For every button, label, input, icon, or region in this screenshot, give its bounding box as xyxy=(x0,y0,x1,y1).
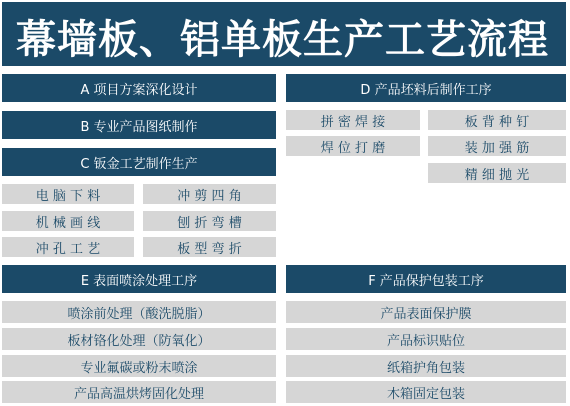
page-title: 幕墙板、铝单板生产工艺流程 xyxy=(16,17,549,63)
step-d-item: 精 细 抛 光 xyxy=(428,163,566,183)
step-c-item: 板 型 弯 折 xyxy=(143,237,276,257)
step-e-item: 专业氟碳或粉末喷涂 xyxy=(2,355,276,377)
step-d-item: 装 加 强 筋 xyxy=(428,136,566,156)
step-f-item: 产品表面保护膜 xyxy=(286,301,566,323)
step-d-item: 板 背 种 钉 xyxy=(428,110,566,130)
step-f-item: 木箱固定包装 xyxy=(286,381,566,403)
step-b-header: B 专业产品图纸制作 xyxy=(2,111,276,139)
step-d-item: 焊 位 打 磨 xyxy=(286,136,420,156)
step-c-item: 刨 折 弯 槽 xyxy=(143,211,276,231)
step-d-header: D 产品坯料后制作工序 xyxy=(286,74,566,102)
step-f-item: 纸箱护角包装 xyxy=(286,355,566,377)
step-e-item: 产品高温烘烤固化处理 xyxy=(2,381,276,403)
step-e-item: 板材铬化处理（防氧化） xyxy=(2,328,276,350)
step-e-item: 喷涂前处理（酸洗脱脂） xyxy=(2,301,276,323)
step-c-item: 电 脑 下 料 xyxy=(2,184,134,204)
step-d-item: 拼 密 焊 接 xyxy=(286,110,420,130)
step-a-header: A 项目方案深化设计 xyxy=(2,74,276,102)
title-banner xyxy=(2,2,566,66)
step-f-item: 产品标识贴位 xyxy=(286,328,566,350)
step-f-header: F 产品保护包装工序 xyxy=(286,265,566,293)
step-c-header: C 钣金工艺制作生产 xyxy=(2,148,276,176)
step-e-header: E 表面喷涂处理工序 xyxy=(2,265,276,293)
step-c-item: 冲 孔 工 艺 xyxy=(2,237,134,257)
step-c-item: 机 械 画 线 xyxy=(2,211,134,231)
step-c-item: 冲 剪 四 角 xyxy=(143,184,276,204)
